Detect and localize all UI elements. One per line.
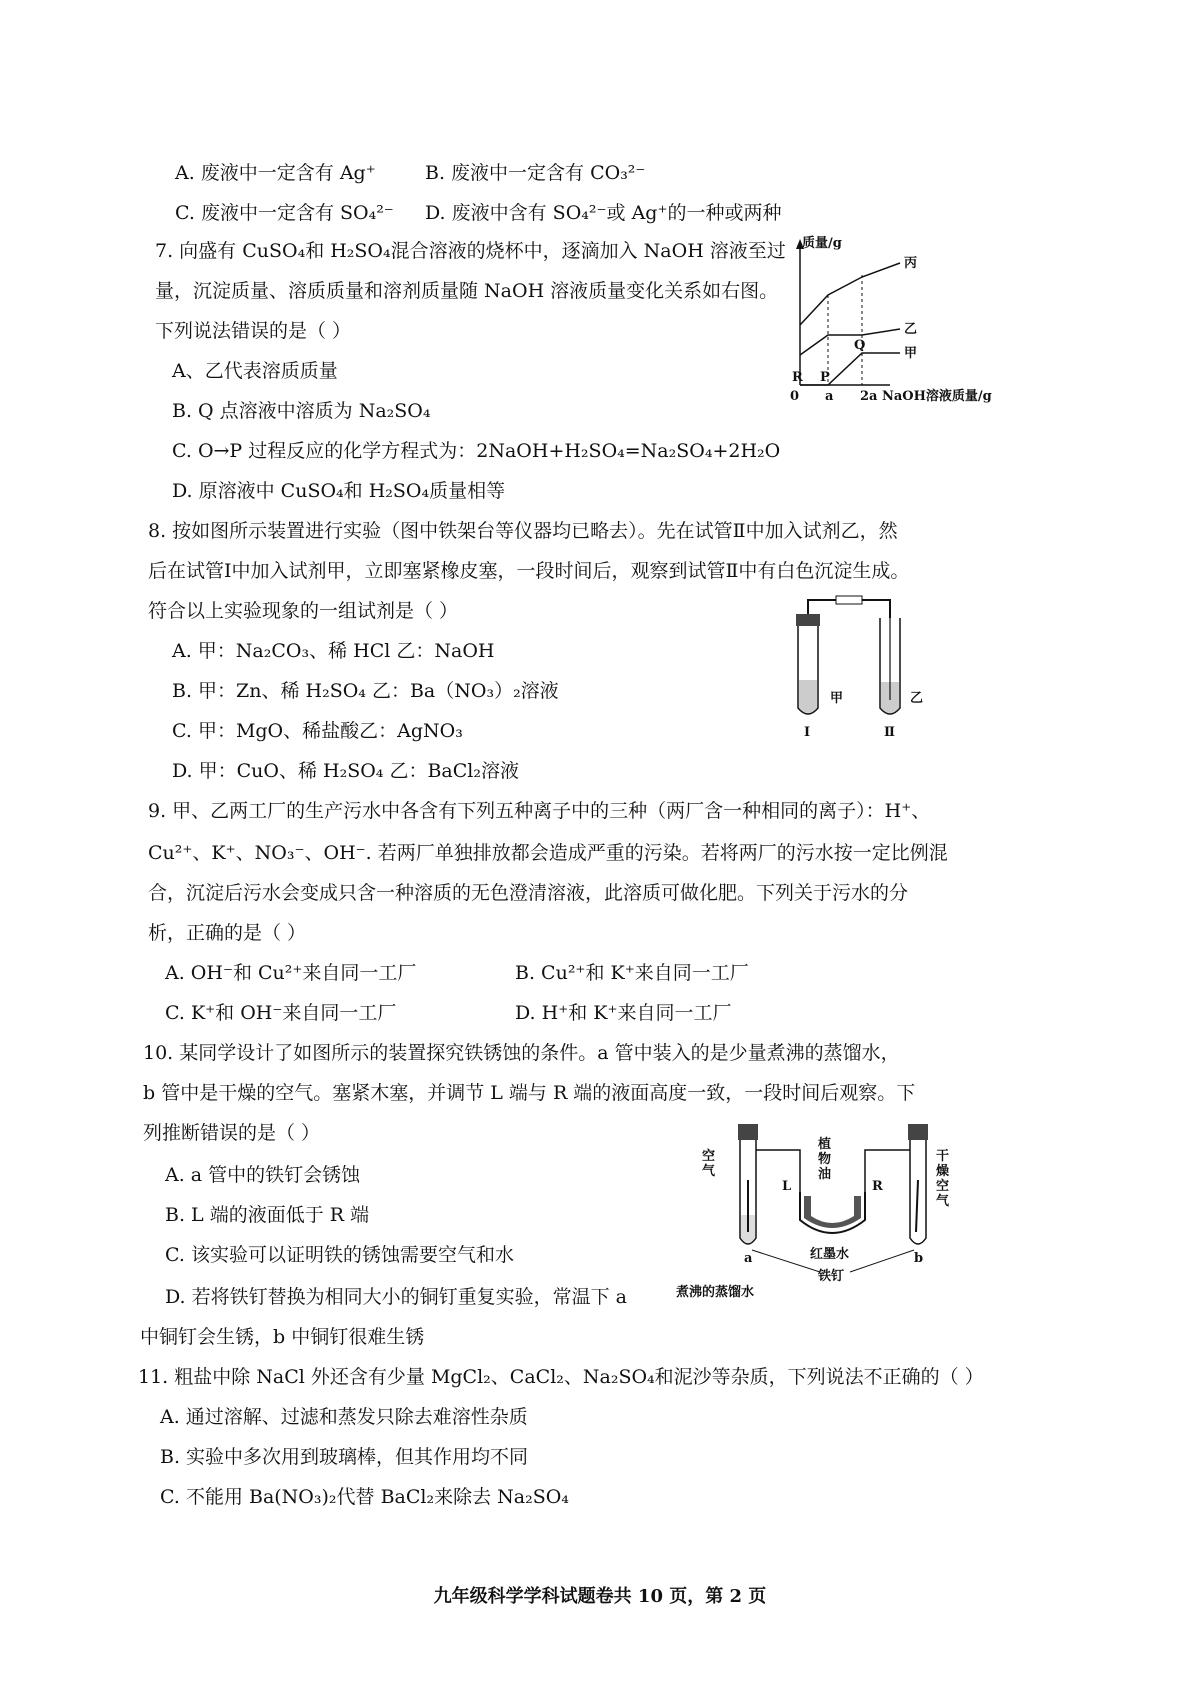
dry-air-label: 干燥空气 <box>936 1149 950 1209</box>
q8-option-b: B. 甲：Zn、稀 H₂SO₄ 乙：Ba（NO₃）₂溶液 <box>172 680 559 702</box>
red-ink <box>804 1196 861 1228</box>
l-end-label: L <box>782 1179 792 1194</box>
x-axis-label: NaOH溶液质量/g <box>882 389 992 404</box>
q9-option-d: D. H⁺和 K⁺来自同一工厂 <box>515 1002 732 1024</box>
curve-yi <box>800 329 900 355</box>
q10-stem-line2: b 管中是干燥的空气。塞紧木塞，并调节 L 端与 R 端的液面高度一致，一段时间后观察。下 <box>143 1082 916 1104</box>
y-axis-label: 质量/g <box>802 236 842 251</box>
q6-option-b: B. 废液中一定含有 CO₃²⁻ <box>425 162 646 184</box>
q9-option-c: C. K⁺和 OH⁻来自同一工厂 <box>165 1002 397 1024</box>
nail-pointer-b <box>850 1250 914 1272</box>
r-end-label: R <box>872 1179 883 1194</box>
q7-mass-graph <box>790 235 992 405</box>
q8-stem-line2: 后在试管Ⅰ中加入试剂甲，立即塞紧橡皮塞，一段时间后，观察到试管Ⅱ中有白色沉淀生成。 <box>148 560 910 582</box>
q9-stem-line2: Cu²⁺、K⁺、NO₃⁻、OH⁻. 若两厂单独排放都会造成严重的污染。若将两厂的污水按一定比例混 <box>148 842 948 864</box>
q8-stem-line1: 8. 按如图所示装置进行实验（图中铁架台等仪器均已略去）。先在试管Ⅱ中加入试剂乙，然 <box>148 520 898 542</box>
q7-stem-line2: 量，沉淀质量、溶质质量和溶剂质量随 NaOH 溶液质量变化关系如右图。 <box>155 280 779 302</box>
curve-bing <box>800 263 900 325</box>
q10-option-d: D. 若将铁钉替换为相同大小的铜钉重复实验，常温下 a <box>165 1286 628 1308</box>
plant-oil-label: 植物油 <box>818 1137 832 1182</box>
reagent-yi-label: 乙 <box>910 691 924 706</box>
q10-option-d-cont: 中铜钉会生锈，b 中铜钉很难生锈 <box>140 1326 425 1348</box>
red-ink-label: 红墨水 <box>810 1247 850 1262</box>
q10-option-a: A. a 管中的铁钉会锈蚀 <box>165 1164 361 1186</box>
curve-yi-label: 乙 <box>904 322 918 337</box>
q9-option-a: A. OH⁻和 Cu²⁺来自同一工厂 <box>165 962 417 984</box>
q7-option-a: A、乙代表溶质质量 <box>172 360 338 382</box>
tick-0: 0 <box>790 389 800 404</box>
q11-stem: 11. 粗盐中除 NaCl 外还含有少量 MgCl₂、CaCl₂、Na₂SO₄和泥沙等杂质，下列说法不正确的（ ） <box>138 1366 984 1388</box>
q10-option-b: B. L 端的液面低于 R 端 <box>165 1204 370 1226</box>
q7-option-d: D. 原溶液中 CuSO₄和 H₂SO₄质量相等 <box>172 480 506 502</box>
point-q-label: Q <box>854 338 866 353</box>
left-connector <box>756 1150 800 1192</box>
nail-label: 铁钉 <box>818 1269 845 1284</box>
tick-a: a <box>825 389 834 404</box>
q8-option-d: D. 甲：CuO、稀 H₂SO₄ 乙：BaCl₂溶液 <box>172 760 519 782</box>
q9-stem-line3: 合，沉淀后污水会变成只含一种溶质的无色澄清溶液，此溶质可做化肥。下列关于污水的分 <box>148 882 909 904</box>
q10-apparatus <box>676 1120 960 1300</box>
q8-option-a: A. 甲：Na₂CO₃、稀 HCl 乙：NaOH <box>172 640 495 662</box>
q8-option-c: C. 甲：MgO、稀盐酸乙：AgNO₃ <box>172 720 463 742</box>
tick-2a: 2a <box>860 389 878 404</box>
tube-a-label: a <box>744 1251 753 1266</box>
q6-option-d: D. 废液中含有 SO₄²⁻或 Ag⁺的一种或两种 <box>425 202 782 224</box>
boiled-water-label: 煮沸的蒸馏水 <box>676 1285 755 1300</box>
q9-stem-line1: 9. 甲、乙两工厂的生产污水中各含有下列五种离子中的三种（两厂含一种相同的离子）：H⁺、 <box>148 800 931 822</box>
q7-option-c: C. O→P 过程反应的化学方程式为：2NaOH+H₂SO₄=Na₂SO₄+2H₂O <box>172 440 781 462</box>
nail-b-icon <box>916 1180 918 1232</box>
tube-1-label: Ⅰ <box>804 725 811 740</box>
q9-stem-line4: 析，正确的是（ ） <box>148 922 307 944</box>
q10-stem-line1: 10. 某同学设计了如图所示的装置探究铁锈蚀的条件。a 管中装入的是少量煮沸的蒸馏水， <box>143 1042 900 1064</box>
q7-option-b: B. Q 点溶液中溶质为 Na₂SO₄ <box>172 400 431 422</box>
tube-1-liquid <box>799 680 817 713</box>
tube-joint <box>836 596 862 604</box>
q6-option-a: A. 废液中一定含有 Ag⁺ <box>175 162 376 184</box>
page-footer: 九年级科学学科试题卷共 10 页，第 2 页 <box>433 1586 767 1607</box>
q6-option-c: C. 废液中一定含有 SO₄²⁻ <box>175 202 394 224</box>
point-r-label: R <box>792 370 803 385</box>
rubber-stopper <box>796 614 820 626</box>
curve-jia <box>800 353 900 385</box>
q7-stem-line3: 下列说法错误的是（ ） <box>155 320 352 342</box>
curve-jia-label: 甲 <box>904 346 918 361</box>
q8-apparatus <box>780 590 950 740</box>
point-p-label: P <box>820 370 830 385</box>
q10-option-c: C. 该实验可以证明铁的锈蚀需要空气和水 <box>165 1244 514 1266</box>
curve-bing-label: 丙 <box>904 256 918 271</box>
q11-option-b: B. 实验中多次用到玻璃棒，但其作用均不同 <box>160 1446 529 1468</box>
q9-option-b: B. Cu²⁺和 K⁺来自同一工厂 <box>515 962 749 984</box>
q7-stem-line1: 7. 向盛有 CuSO₄和 H₂SO₄混合溶液的烧杯中，逐滴加入 NaOH 溶液至过 <box>155 240 786 262</box>
reagent-jia-label: 甲 <box>830 691 844 706</box>
stopper-b <box>908 1124 928 1140</box>
stopper-a <box>738 1124 758 1140</box>
q10-stem-line3: 列推断错误的是（ ） <box>143 1122 321 1144</box>
q11-option-c: C. 不能用 Ba(NO₃)₂代替 BaCl₂来除去 Na₂SO₄ <box>160 1486 569 1508</box>
tube-b-label: b <box>914 1251 924 1266</box>
tube-2-label: Ⅱ <box>884 725 895 740</box>
air-label: 空气 <box>702 1149 716 1179</box>
q11-option-a: A. 通过溶解、过滤和蒸发只除去难溶性杂质 <box>160 1406 528 1428</box>
q8-stem-line3: 符合以上实验现象的一组试剂是（ ） <box>148 600 459 622</box>
